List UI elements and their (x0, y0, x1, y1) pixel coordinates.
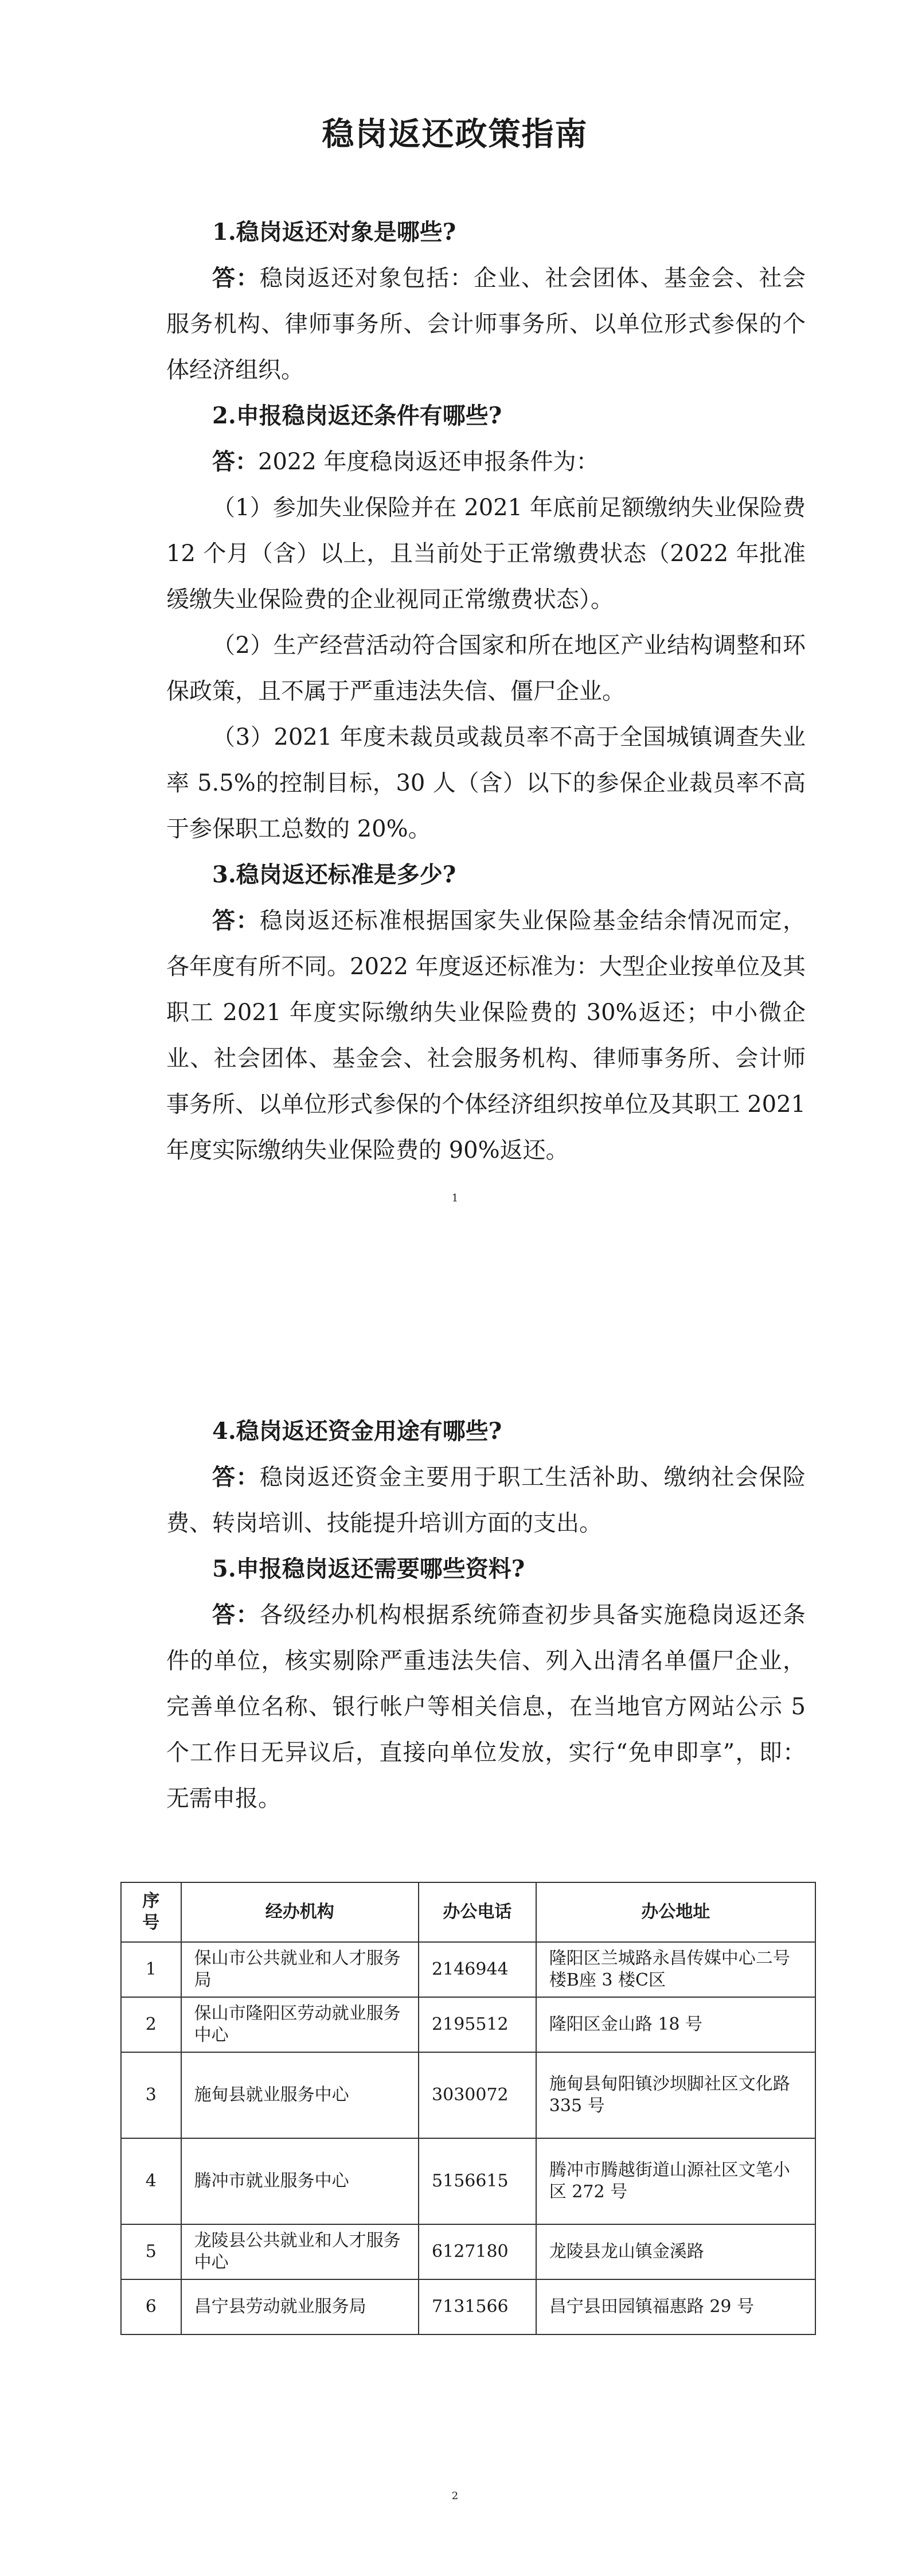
cell-phone: 7131566 (419, 2279, 536, 2334)
answer-4-text: 稳岗返还资金主要用于职工生活补助、缴纳社会保险费、转岗培训、技能提升培训方面的支出。 (166, 1464, 806, 1536)
answer-5-text: 各级经办机构根据系统筛查初步具备实施稳岗返还条件的单位，核实剔除严重违法失信、列入出清名单僵尸企业，完善单位名称、银行帐户等相关信息，在当地官方网站公示 5 个工作日无异议后，直接向单位发放，实行“免申即享”，即：无需申报。 (166, 1602, 806, 1812)
cell-agency: 保山市公共就业和人才服务局 (181, 1942, 419, 1997)
office-table (120, 1882, 816, 2335)
cell-phone: 6127180 (419, 2224, 536, 2279)
answer-1 (166, 255, 806, 393)
answer-label: 答： (212, 264, 260, 291)
page-number: 2 (451, 2490, 459, 2502)
answer-label: 答： (212, 448, 258, 475)
page-1-body (166, 209, 806, 1173)
cell-phone: 2146944 (419, 1942, 536, 1997)
page-title: 稳岗返还政策指南 (322, 115, 588, 153)
answer-3-text: 稳岗返还标准根据国家失业保险基金结余情况而定，各年度有所不同。2022 年度返还标准为：大型企业按单位及其职工 2021 年度实际缴纳失业保险费的 30%返还；中小微企业、社会团体、基金会、社会服务机构、律师事务所、会计师事务所、以单位形式参保的个体经济组织按单位及其职工 2021 年度实际缴纳失业保险费的 90%返还。 (166, 908, 806, 1164)
answer-5 (166, 1592, 806, 1822)
table-row (121, 2052, 815, 2138)
cell-serial: 5 (121, 2224, 181, 2279)
cell-phone: 5156615 (419, 2138, 536, 2224)
cell-serial: 6 (121, 2279, 181, 2334)
question-2: 2.申报稳岗返还条件有哪些? (212, 402, 502, 429)
answer-1-text: 稳岗返还对象包括：企业、社会团体、基金会、社会服务机构、律师事务所、会计师事务所、以单位形式参保的个体经济组织。 (166, 265, 806, 383)
cell-phone: 3030072 (419, 2052, 536, 2138)
cell-agency: 腾冲市就业服务中心 (181, 2138, 419, 2224)
cell-address: 昌宁县田园镇福惠路 29 号 (536, 2279, 815, 2334)
answer-label: 答： (212, 1601, 260, 1628)
cell-address: 腾冲市腾越街道山源社区文笔小区 272 号 (536, 2138, 815, 2224)
table-row (121, 1942, 815, 1997)
cell-serial: 4 (121, 2138, 181, 2224)
header-serial: 序号 (121, 1882, 181, 1942)
cell-agency: 昌宁县劳动就业服务局 (181, 2279, 419, 2334)
answer-label: 答： (212, 1464, 260, 1491)
question-1: 1.稳岗返还对象是哪些? (212, 219, 456, 246)
table-row (121, 1997, 815, 2052)
cell-address: 龙陵县龙山镇金溪路 (536, 2224, 815, 2279)
condition-item-1: （1）参加失业保险并在 2021 年底前足额缴纳失业保险费 12 个月（含）以上，且当前处于正常缴费状态（2022 年批准缓缴失业保险费的企业视同正常缴费状态）。 (166, 495, 806, 613)
cell-serial: 1 (121, 1942, 181, 1997)
condition-item-3: （3）2021 年度未裁员或裁员率不高于全国城镇调查失业率 5.5%的控制目标，30 人（含）以下的参保企业裁员率不高于参保职工总数的 20%。 (166, 724, 806, 842)
answer-label: 答： (212, 907, 260, 934)
answer-2-text: 2022 年度稳岗返还申报条件为： (258, 449, 599, 475)
cell-agency: 龙陵县公共就业和人才服务中心 (181, 2224, 419, 2279)
cell-serial: 3 (121, 2052, 181, 2138)
table-header-row (121, 1882, 815, 1942)
page-number: 1 (451, 1192, 459, 1204)
answer-2 (166, 439, 806, 485)
question-5: 5.申报稳岗返还需要哪些资料? (212, 1555, 525, 1582)
question-4: 4.稳岗返还资金用途有哪些? (212, 1418, 502, 1445)
table-row (121, 2138, 815, 2224)
answer-3 (166, 898, 806, 1173)
page-2 (0, 1288, 910, 2576)
page-2-body (166, 1408, 806, 1822)
header-address: 办公地址 (536, 1882, 815, 1942)
cell-address: 施甸县甸阳镇沙坝脚社区文化路 335 号 (536, 2052, 815, 2138)
condition-item-2: （2）生产经营活动符合国家和所在地区产业结构调整和环保政策，且不属于严重违法失信、僵尸企业。 (166, 632, 806, 705)
cell-address: 隆阳区金山路 18 号 (536, 1997, 815, 2052)
cell-agency: 施甸县就业服务中心 (181, 2052, 419, 2138)
table-row (121, 2279, 815, 2334)
cell-phone: 2195512 (419, 1997, 536, 2052)
header-phone: 办公电话 (419, 1882, 536, 1942)
table-row (121, 2224, 815, 2279)
cell-serial: 2 (121, 1997, 181, 2052)
header-agency: 经办机构 (181, 1882, 419, 1942)
answer-4 (166, 1454, 806, 1546)
question-3: 3.稳岗返还标准是多少? (212, 861, 456, 888)
cell-agency: 保山市隆阳区劳动就业服务中心 (181, 1997, 419, 2052)
cell-address: 隆阳区兰城路永昌传媒中心二号楼B座 3 楼C区 (536, 1942, 815, 1997)
